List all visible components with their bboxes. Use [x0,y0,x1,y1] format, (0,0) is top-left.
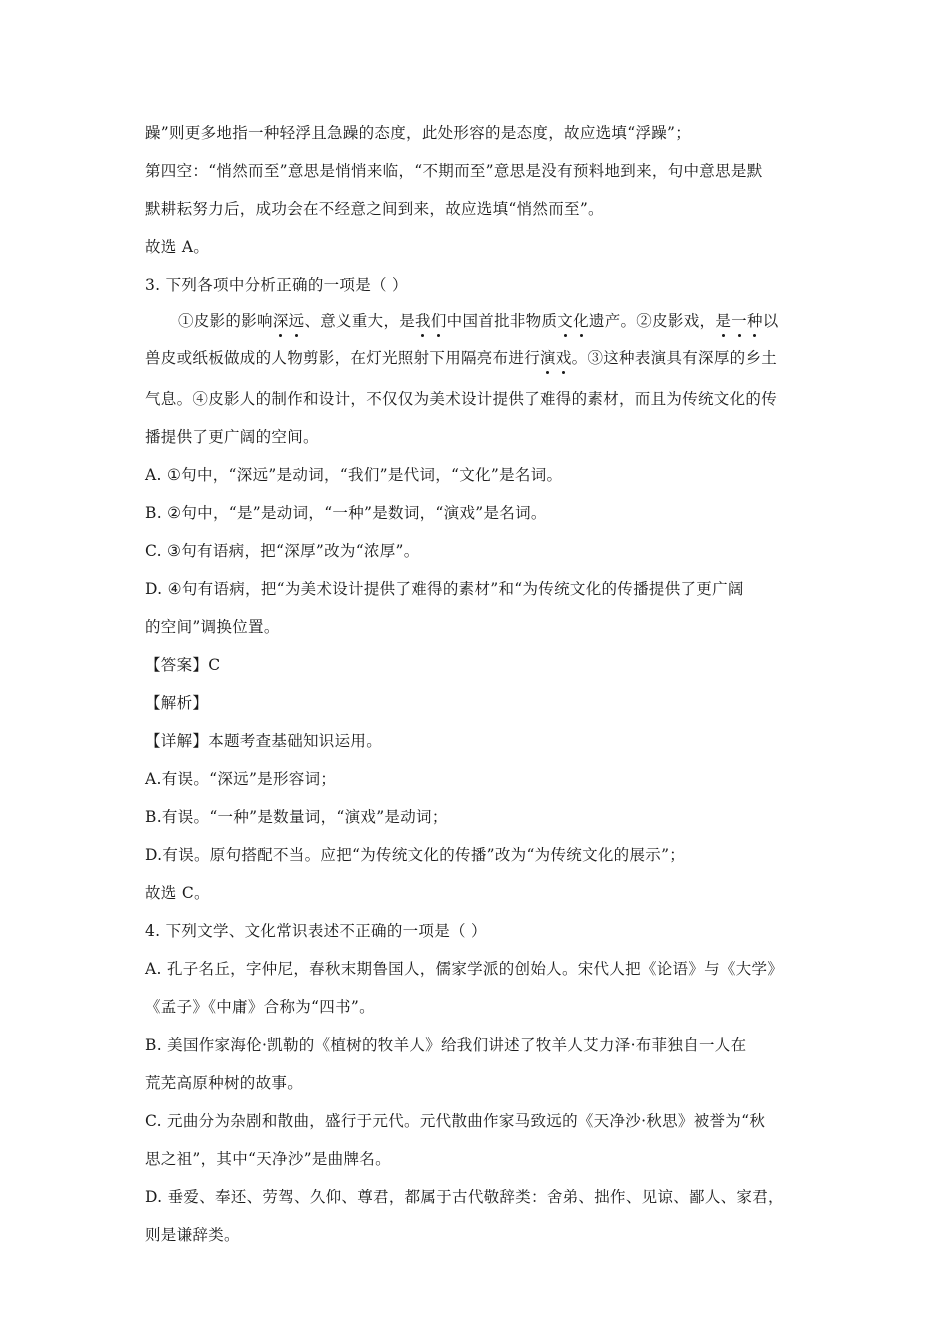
passage-line-3: 气息。④皮影人的制作和设计，不仅仅为美术设计提供了难得的素材，而且为传统文化的传 [145,390,778,408]
emphasis-char: 我 [415,312,431,330]
text-line: 躁”则更多地指一种轻浮且急躁的态度，此处形容的是态度，故应选填“浮躁”； [145,124,692,142]
answer-label: 【答案】C [145,656,221,674]
option-d-cont: 的空间”调换位置。 [145,618,280,636]
option-c: C. ③句有语病，把“深厚”改为“浓厚”。 [145,542,420,560]
q4-option-a-cont: 《孟子》《中庸》合称为“四书”。 [145,998,375,1016]
text-line: 第四空：“悄然而至”意思是悄悄来临，“不期而至”意思是没有预料地到来，句中意思是默 [145,162,763,180]
emphasis-char: 们 [430,312,447,330]
conclusion: 故选 C。 [145,884,210,902]
explanation-d: D.有误。原句搭配不当。应把“为传统文化的传播”改为“为传统文化的展示”； [145,846,686,864]
q4-option-c: C. 元曲分为杂剧和散曲，盛行于元代。元代散曲作家马致远的《天净沙·秋思》被誉为“秋 [145,1112,766,1130]
q4-option-d: D. 垂爱、奉还、劳驾、久仰、尊君，都属于古代敬辞类：舍弟、拙作、见谅、鄙人、家君， [145,1188,784,1206]
analysis-label: 【解析】 [145,694,209,712]
explanation-b: B.有误。“一种”是数量词，“演戏”是动词； [145,808,448,826]
dotted-word [415,312,447,330]
option-b: B. ②句中，“是”是动词，“一种”是数词，“演戏”是名词。 [145,504,547,522]
emphasis-char: 戏 [555,349,572,367]
explanation-a: A.有误。“深远”是形容词； [145,770,337,788]
passage-line-2: 兽皮或纸板做成的人物剪影，在灯光照射下用隔亮布进行演戏。③这种表演具有深厚的乡土 [145,349,778,367]
emphasis-char: 是 [715,312,732,330]
emphasis-char: 深 [272,312,289,330]
dotted-word [715,312,762,330]
emphasis-char: 远 [288,312,305,330]
q4-option-c-cont: 思之祖”，其中“天净沙”是曲牌名。 [145,1150,391,1168]
emphasis-char: 一 [731,312,747,330]
emphasis-char: 文 [557,312,574,330]
text-line: 故选 A。 [145,238,210,256]
dotted-word [557,312,589,330]
option-a: A. ①句中，“深远”是动词，“我们”是代词，“文化”是名词。 [145,466,563,484]
question-4-stem: 4. 下列文学、文化常识表述不正确的一项是（ ） [145,922,487,940]
emphasis-char: 演 [540,349,556,367]
emphasis-char: 化 [573,312,589,330]
detail-label: 【详解】本题考查基础知识运用。 [145,732,383,750]
option-d: D. ④句有语病，把“为美术设计提供了难得的素材”和“为传统文化的传播提供了更广阔 [145,580,744,598]
q4-option-a: A. 孔子名丘，字仲尼，春秋末期鲁国人，儒家学派的创始人。宋代人把《论语》与《大学》 [145,960,784,978]
question-3-stem: 3. 下列各项中分析正确的一项是（ ） [145,276,408,294]
text-line: 默耕耘努力后，成功会在不经意之间到来，故应选填“悄然而至”。 [145,200,604,218]
q4-option-d-cont: 则是谦辞类。 [145,1226,240,1244]
q4-option-b-cont: 荒芜高原种树的故事。 [145,1074,304,1092]
dotted-word [273,312,305,330]
emphasis-char: 种 [746,312,763,330]
dotted-word [540,349,572,367]
passage-line-1: ①皮影的影响深远、意义重大，是我们中国首批非物质文化遗产。②皮影戏，是一种以 [178,312,779,330]
passage-line-4: 播提供了更广阔的空间。 [145,428,319,446]
q4-option-b: B. 美国作家海伦·凯勒的《植树的牧羊人》给我们讲述了牧羊人艾力泽·布菲独自一人在 [145,1036,747,1054]
